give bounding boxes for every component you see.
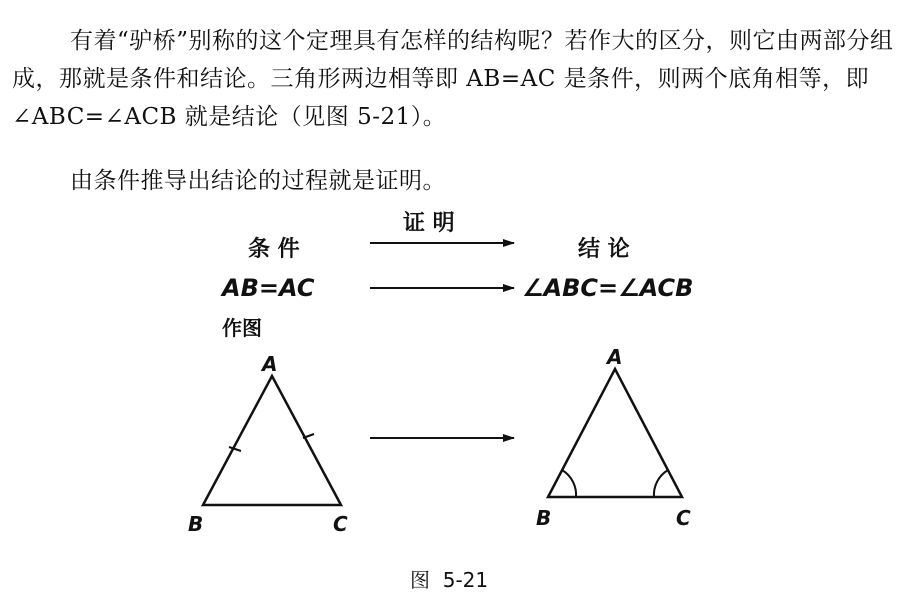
left-vertex-a: A bbox=[262, 352, 278, 376]
construct-label: 作图 bbox=[222, 316, 262, 340]
paragraph-proof-definition: 由条件推导出结论的过程就是证明。 bbox=[70, 168, 446, 194]
conclusion-expression: ∠ABC=∠ACB bbox=[522, 274, 694, 302]
figure-caption: 图 5-21 bbox=[410, 568, 489, 592]
left-vertex-c: C bbox=[333, 512, 348, 536]
angle-arc-c bbox=[654, 470, 668, 497]
left-vertex-b: B bbox=[188, 512, 204, 536]
paragraph-conditions-conclusion: 有着“驴桥”别称的这个定理具有怎样的结构呢？若作大的区分，则它由两部分组成，那就是条件和结论。三角形两边相等即 AB=AC 是条件，则两个底角相等，即∠ABC=∠ACB 就是结论（见图 5-21）。 bbox=[12, 28, 894, 130]
condition-label: 条 件 bbox=[248, 237, 300, 262]
proof-label: 证 明 bbox=[403, 211, 455, 236]
condition-expression: AB=AC bbox=[222, 274, 315, 302]
right-vertex-c: C bbox=[676, 506, 691, 530]
right-vertex-b: B bbox=[536, 506, 552, 530]
right-vertex-a: A bbox=[607, 345, 623, 369]
left-triangle bbox=[203, 376, 341, 505]
angle-arc-b bbox=[562, 470, 576, 497]
conclusion-label: 结 论 bbox=[578, 237, 630, 262]
right-triangle bbox=[548, 369, 682, 497]
